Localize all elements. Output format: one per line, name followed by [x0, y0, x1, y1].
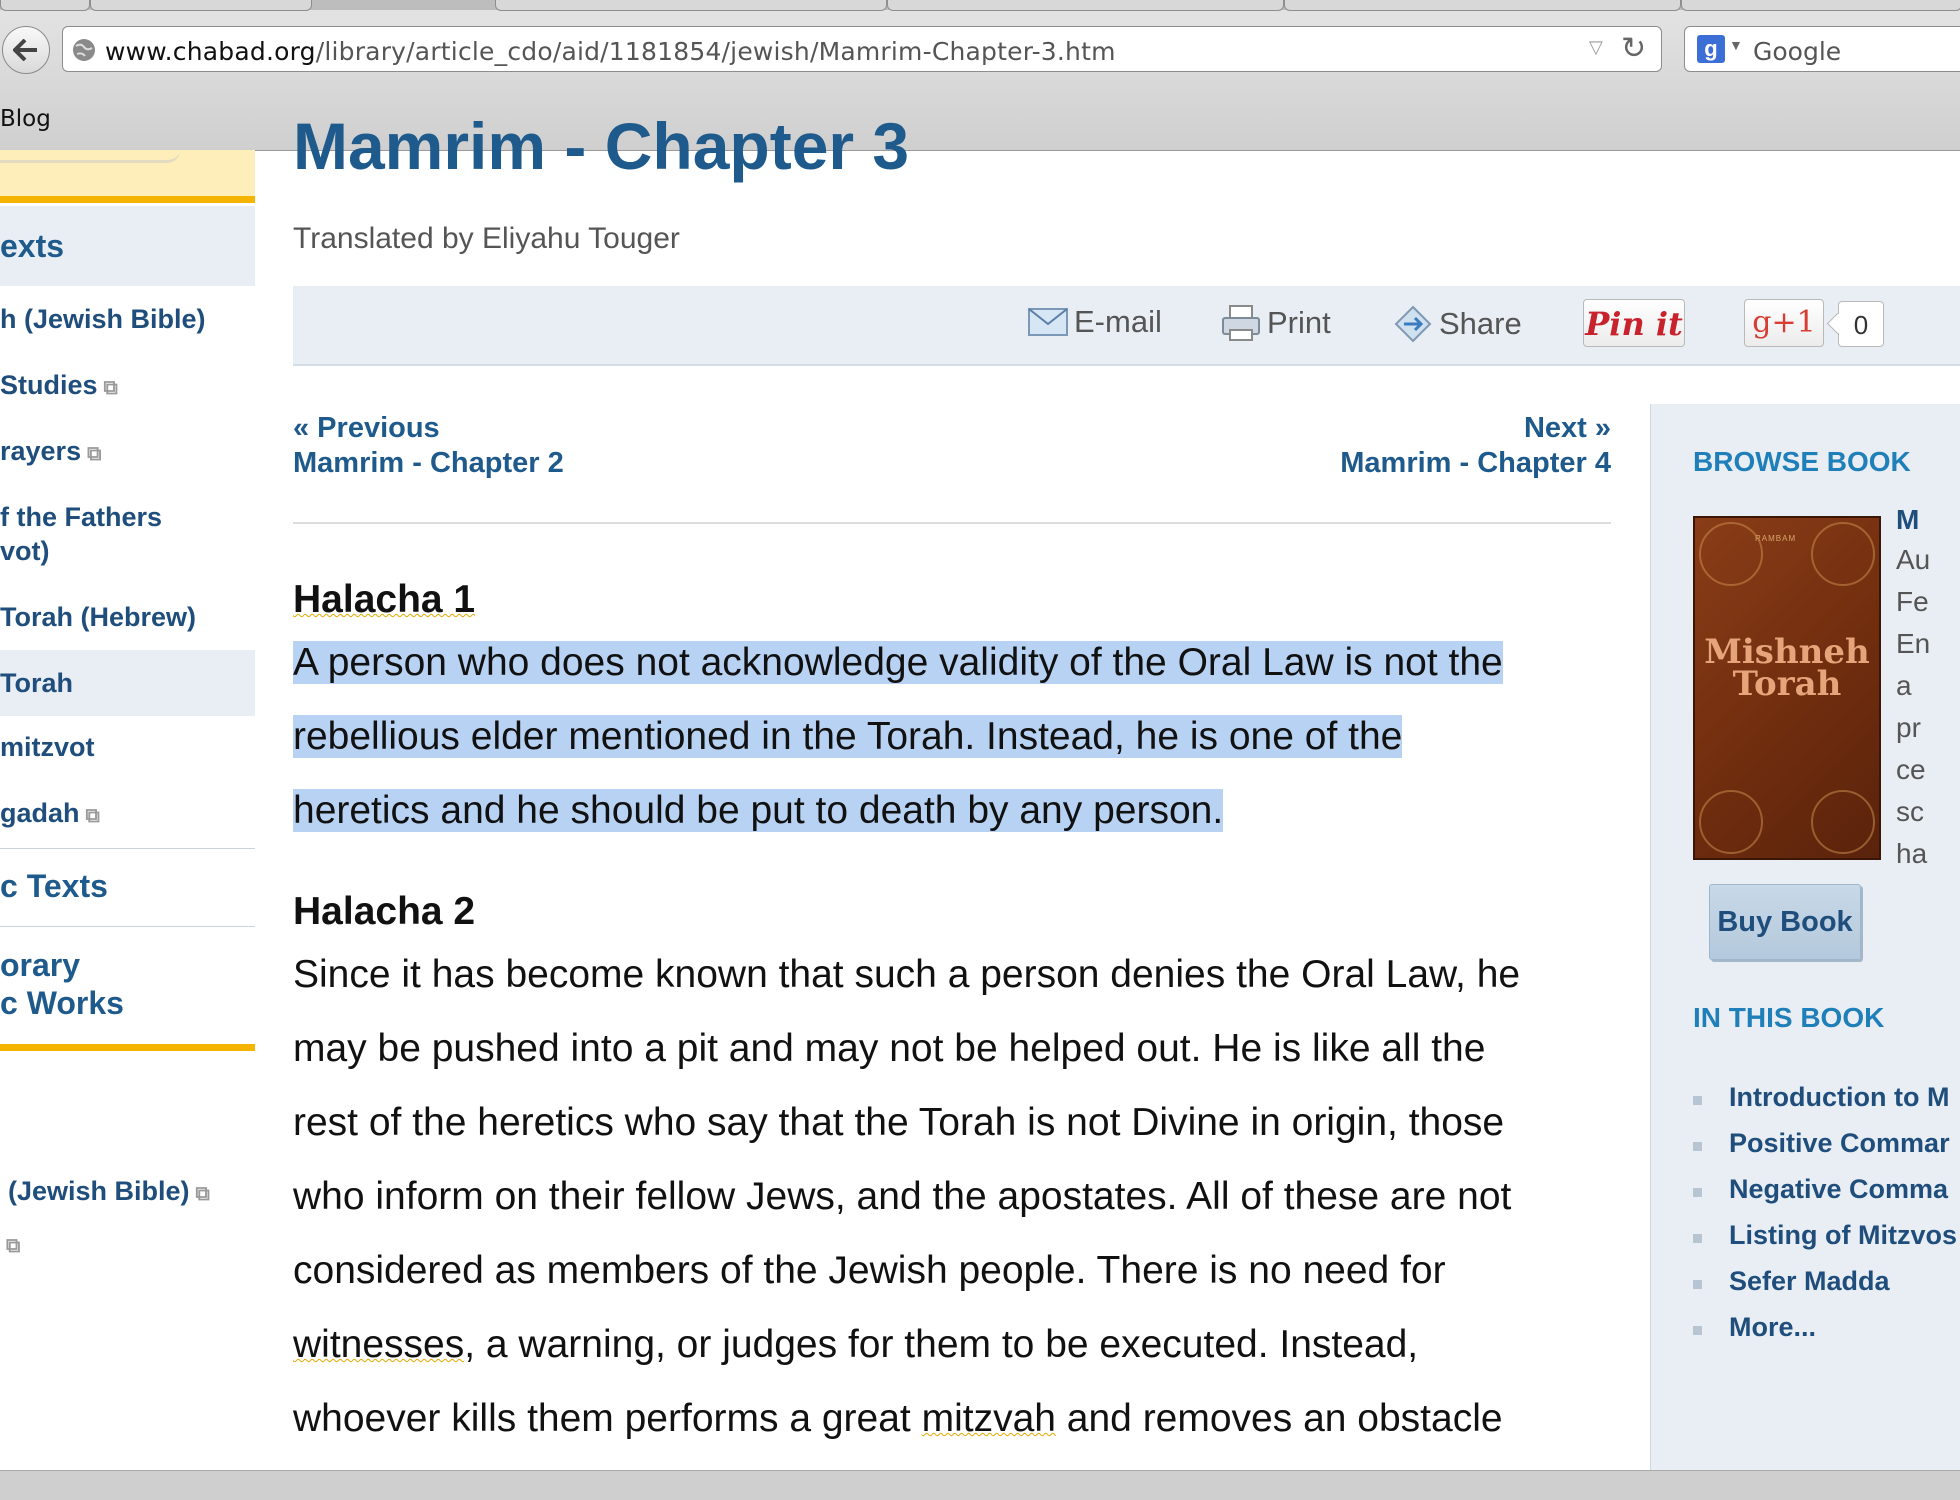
- browse-book-heading: BROWSE BOOK: [1693, 446, 1911, 477]
- halacha-text: [293, 938, 1623, 1456]
- bookmark-label: Blog: [0, 106, 51, 132]
- pinterest-pin-button[interactable]: Pin it: [1583, 299, 1685, 347]
- back-button[interactable]: [2, 26, 50, 74]
- book-blurb: Fe: [1896, 586, 1929, 617]
- divider: [0, 926, 255, 927]
- left-nav-item-label: Torah: [0, 668, 73, 698]
- ornament: [1811, 522, 1875, 586]
- book-nav-item[interactable]: Sefer Madda: [1729, 1266, 1890, 1296]
- left-nav-divider: [0, 1044, 255, 1051]
- google-icon[interactable]: g: [1697, 35, 1725, 63]
- bullet: [1693, 1188, 1702, 1197]
- text-line: [293, 626, 1623, 700]
- tab[interactable]: [495, 0, 887, 11]
- ornament: [1699, 522, 1763, 586]
- globe-icon: [71, 37, 97, 63]
- section-title: exts: [0, 228, 65, 264]
- left-nav-item-active[interactable]: [0, 650, 255, 716]
- url-domain: www.chabad.org: [105, 37, 316, 66]
- halacha-heading: [293, 890, 475, 934]
- bullet: [1693, 1326, 1702, 1335]
- share-icon: [1393, 304, 1433, 344]
- halacha-title: Halacha 2: [293, 890, 476, 933]
- tab-strip: [0, 0, 1960, 10]
- external-link-icon: ⧉: [85, 805, 100, 827]
- external-link-icon: ⧉: [103, 377, 118, 399]
- spellcheck-word: mitzvah: [921, 1397, 1056, 1440]
- back-arrow-icon: [13, 39, 39, 61]
- left-nav-item[interactable]: [0, 500, 255, 568]
- text-line: rest of the heretics who say that the Torah is not Divine in origin, those: [293, 1101, 1505, 1144]
- left-nav-item-label: gadah: [0, 798, 80, 828]
- left-nav-section-texts[interactable]: [0, 206, 255, 286]
- tab[interactable]: [1284, 0, 1681, 11]
- print-label: Print: [1267, 305, 1331, 340]
- left-nav-section-classic-texts[interactable]: [0, 864, 255, 908]
- search-placeholder: Google: [1753, 37, 1842, 66]
- book-nav-item[interactable]: Introduction to M: [1729, 1082, 1950, 1112]
- right-sidebar: [1650, 404, 1960, 1474]
- text-fragment: and removes an obstacle: [1055, 1397, 1503, 1440]
- text-line: Since it has become known that such a person denies the Oral Law, he: [293, 953, 1521, 996]
- next-label: Next »: [1523, 412, 1611, 444]
- divider: [0, 848, 255, 849]
- text-line: [293, 700, 1623, 774]
- buy-book-button[interactable]: Buy Book: [1709, 884, 1861, 960]
- status-bar: [0, 1470, 1960, 1500]
- divider: [293, 522, 1611, 524]
- google-plus-button[interactable]: g+1: [1744, 299, 1824, 347]
- previous-chapter-link[interactable]: [293, 412, 564, 480]
- text-line: considered as members of the Jewish people. There is no need for: [293, 1249, 1446, 1292]
- tab[interactable]: [887, 0, 1284, 11]
- next-chapter-link[interactable]: [1340, 412, 1611, 480]
- left-nav-item[interactable]: [0, 600, 255, 634]
- book-nav-item[interactable]: Positive Commar: [1729, 1128, 1950, 1158]
- address-bar[interactable]: [62, 26, 1662, 72]
- google-plus-count: 0: [1838, 301, 1884, 347]
- selected-text: rebellious elder mentioned in the Torah. Instead, he is one of the: [293, 715, 1403, 758]
- halacha-text: [293, 626, 1623, 848]
- left-nav-divider: [0, 196, 255, 203]
- left-nav-section-contemporary-works[interactable]: [0, 946, 255, 1022]
- book-name[interactable]: M: [1896, 504, 1920, 535]
- article-toolbar: [293, 286, 1960, 366]
- url-text[interactable]: [105, 37, 1116, 66]
- search-box[interactable]: [1684, 26, 1960, 72]
- left-nav-item-label: Studies: [0, 370, 98, 400]
- share-button[interactable]: [1393, 304, 1522, 344]
- left-nav-item-label: h (Jewish Bible): [0, 304, 206, 334]
- halacha-title: Halacha 1: [293, 578, 476, 621]
- left-nav-top-band: [0, 150, 255, 196]
- left-nav-item-label: vot): [0, 536, 50, 566]
- bullet: [1693, 1096, 1702, 1105]
- share-label: Share: [1439, 306, 1522, 341]
- section-title: orary: [0, 947, 81, 983]
- text-line: [293, 774, 1623, 848]
- url-path: /library/article_cdo/aid/1181854/jewish/Mamrim-Chapter-3.htm: [315, 37, 1116, 66]
- book-cover-author: RAMBAM: [1755, 534, 1797, 543]
- tab[interactable]: [1681, 0, 1960, 11]
- left-nav-item-label: rayers: [0, 436, 82, 466]
- halacha-heading: [293, 578, 475, 622]
- left-nav-item[interactable]: [0, 1226, 255, 1263]
- book-nav-item[interactable]: More...: [1729, 1312, 1817, 1342]
- email-button[interactable]: [1028, 304, 1162, 340]
- left-nav-item[interactable]: [0, 368, 255, 405]
- selected-text: heretics and he should be put to death by any person.: [293, 789, 1224, 832]
- tab[interactable]: [0, 0, 90, 11]
- text-fragment: whoever kills them performs a great: [293, 1397, 922, 1440]
- history-dropdown-icon[interactable]: ▽: [1589, 37, 1603, 57]
- book-blurb: sc: [1896, 796, 1924, 827]
- book-cover-image[interactable]: [1693, 516, 1881, 860]
- left-nav: [0, 150, 256, 1470]
- text-line: who inform on their fellow Jews, and the apostates. All of these are not: [293, 1175, 1512, 1218]
- spellcheck-word: witnesses: [293, 1323, 465, 1366]
- left-nav-item[interactable]: [0, 434, 255, 471]
- printer-icon: [1221, 304, 1261, 342]
- text-line: [293, 1382, 1623, 1456]
- page-title: Mamrim - Chapter 3: [293, 109, 910, 183]
- left-nav-item[interactable]: [0, 796, 255, 833]
- left-nav-item-label: f the Fathers: [0, 502, 163, 532]
- external-link-icon: ⧉: [87, 443, 102, 465]
- bookmark-blog[interactable]: [0, 106, 51, 132]
- section-title: c Texts: [0, 868, 108, 904]
- print-button[interactable]: [1221, 304, 1331, 342]
- previous-label: « Previous: [293, 412, 440, 444]
- text-line: may be pushed into a pit and may not be helped out. He is like all the: [293, 1027, 1486, 1070]
- bullet: [1693, 1142, 1702, 1151]
- left-nav-item[interactable]: [8, 1174, 263, 1211]
- chevron-down-icon[interactable]: ▼: [1729, 37, 1743, 53]
- book-blurb: ha: [1896, 838, 1928, 869]
- section-title: c Works: [0, 985, 124, 1021]
- book-blurb: Au: [1896, 544, 1931, 575]
- book-blurb: ce: [1896, 754, 1926, 785]
- in-this-book-heading: IN THIS BOOK: [1693, 1002, 1885, 1033]
- book-blurb: a: [1896, 670, 1912, 701]
- book-cover-title: Mishneh Torah: [1704, 632, 1870, 704]
- book-blurb: En: [1896, 628, 1931, 659]
- selected-text: A person who does not acknowledge validity of the Oral Law is not the: [293, 641, 1503, 684]
- left-nav-item-label: mitzvot: [0, 732, 95, 762]
- external-link-icon: ⧉: [6, 1235, 21, 1257]
- next-title: Mamrim - Chapter 4: [1340, 447, 1611, 479]
- text-fragment: , a warning, or judges for them to be executed. Instead,: [464, 1323, 1419, 1366]
- left-nav-item[interactable]: [0, 730, 255, 764]
- email-label: E-mail: [1074, 304, 1162, 339]
- ornament: [1811, 790, 1875, 854]
- translator-credit: Translated by Eliyahu Touger: [293, 222, 680, 255]
- bullet: [1693, 1234, 1702, 1243]
- left-nav-item-label: (Jewish Bible): [8, 1176, 190, 1206]
- external-link-icon: ⧉: [195, 1183, 210, 1205]
- book-nav-item[interactable]: Listing of Mitzvos: [1729, 1220, 1957, 1250]
- tab[interactable]: [90, 0, 312, 11]
- bullet: [1693, 1280, 1702, 1289]
- envelope-icon: [1028, 306, 1068, 338]
- reload-icon[interactable]: ↻: [1621, 32, 1647, 65]
- book-blurb: pr: [1896, 712, 1921, 743]
- left-nav-item[interactable]: [0, 302, 255, 336]
- text-line: [293, 1308, 1623, 1382]
- left-nav-item-label: Torah (Hebrew): [0, 602, 197, 632]
- ornament: [1699, 790, 1763, 854]
- previous-title: Mamrim - Chapter 2: [293, 447, 564, 479]
- book-nav-item[interactable]: Negative Comma: [1729, 1174, 1949, 1204]
